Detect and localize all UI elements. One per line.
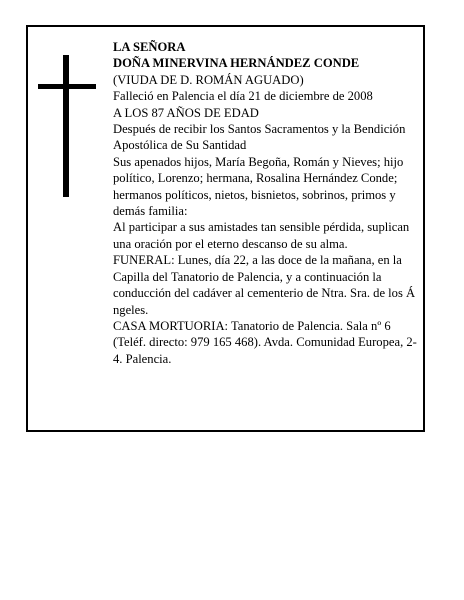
age-line: A LOS 87 AÑOS DE EDAD: [113, 105, 259, 120]
deceased-name: DOÑA MINERVINA HERNÁNDEZ CONDE: [113, 56, 360, 71]
cross-icon-crossbar: [38, 84, 96, 89]
cross-icon: [63, 55, 69, 197]
family-paragraph: Sus apenados hijos, María Begoña, Román y Nieves; hijo político, Lorenzo; hermana, Rosalina Hernández Conde; hermanos políticos, nietos, bisnietos, sobrinos, primos y demás familia:: [113, 154, 404, 219]
sacraments-paragraph: Después de recibir los Santos Sacramentos y la Bendición Apostólica de Su Santidad: [113, 122, 406, 153]
request-paragraph: Al participar a sus amistades tan sensible pérdida, suplican una oración por el eterno descanso de su alma.: [113, 220, 410, 251]
funeral-paragraph: FUNERAL: Lunes, día 22, a las doce de la mañana, en la Capilla del Tanatorio de Palencia, y a continuación la conducción del cadáver al cementerio de Ntra. Sra. de los Á ngeles.: [113, 253, 416, 317]
widow-line: (VIUDA DE D. ROMÁN AGUADO): [113, 72, 304, 87]
title-line-1: LA SEÑORA: [113, 40, 186, 54]
mortuary-paragraph: CASA MORTUORIA: Tanatorio de Palencia. Sala nº 6 (Teléf. directo: 979 165 468). Avda. Comunidad Europea, 2-4. Palencia.: [113, 318, 417, 366]
obituary-text: [113, 39, 419, 367]
death-line: Falleció en Palencia el día 21 de diciembre de 2008: [113, 89, 373, 104]
